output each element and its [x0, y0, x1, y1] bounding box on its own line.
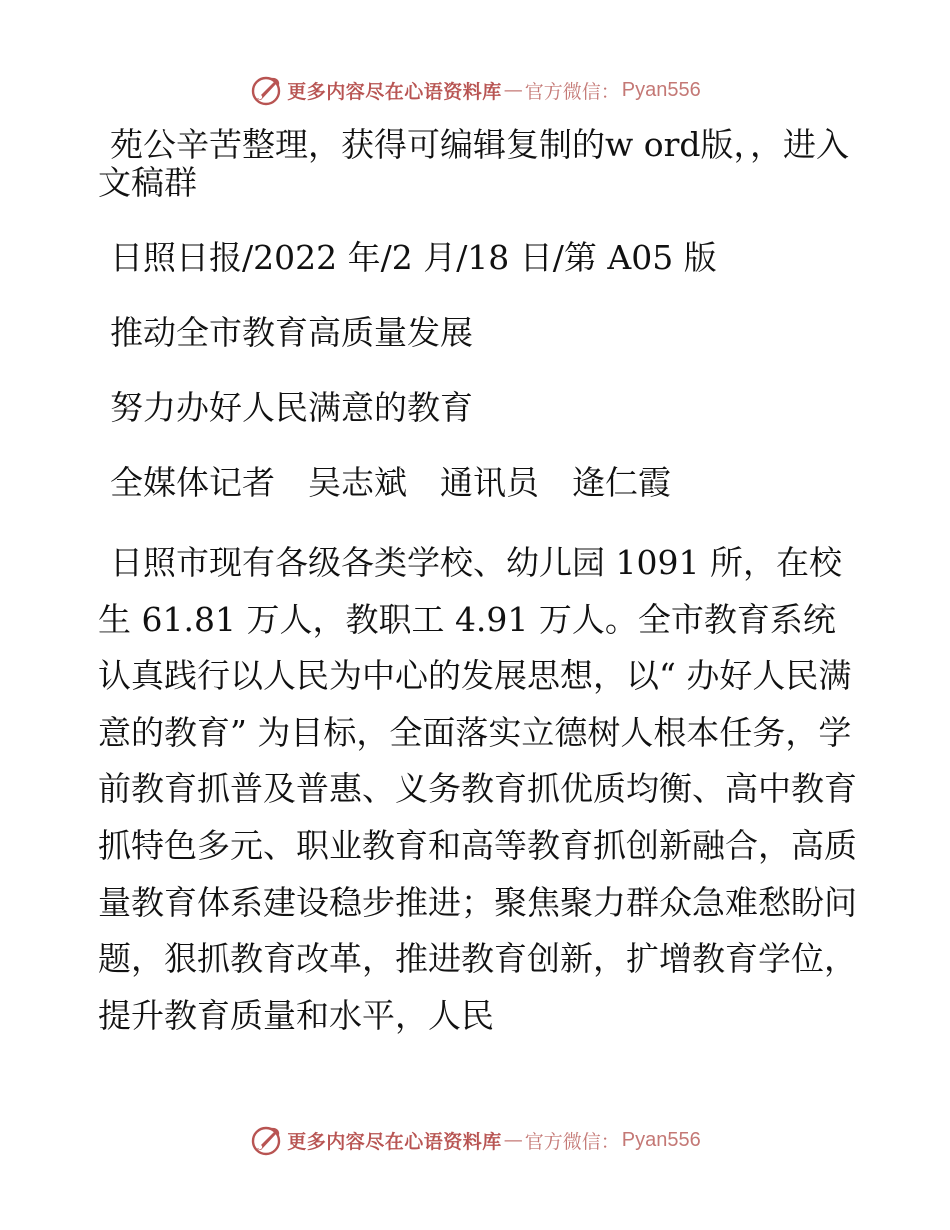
banner-text: 更多内容尽在心语资料库 [287, 1130, 502, 1153]
article-content [98, 126, 858, 1044]
source-line: 日照日报/2022 年/2 月/18 日/第 A05 版 [110, 238, 717, 277]
footer-banner [0, 1120, 950, 1160]
banner-wechat-id: Pyan556 [621, 1128, 701, 1151]
banner-dash: — [503, 79, 523, 101]
body-paragraph: 日照市现有各级各类学校、幼儿园 1091 所，在校生 61.81 万人，教职工 4.91 万人。全市教育系统认真践行以人民为中心的发展思想，以“ 办好人民满意的教育” 为目标，全面落实立德树人根本任务，学前教育抓普及普惠、义务教育抓优质均衡、高中教育抓特色多元、职业教育和高等教育抓创新融合，高质量教育体系建设稳步推进；聚焦聚力群众急难愁盼问题，狠抓教育改革，推进教育创新，扩增教育学位，提升教育质量和水平，人民 [98, 543, 857, 1035]
banner-wechat-id: Pyan556 [621, 78, 701, 101]
byline: 全媒体记者 吴志斌 通讯员 逄仁霞 [110, 463, 671, 502]
headline: 推动全市教育高质量发展 [110, 313, 473, 352]
intro-note: 苑公辛苦整理，获得可编辑复制的w ord版，，进入文稿群 [98, 125, 850, 202]
banner-dash: — [503, 1129, 523, 1151]
quill-logo-icon [249, 73, 283, 107]
banner-text: 更多内容尽在心语资料库 [287, 80, 502, 103]
header-banner [0, 70, 950, 110]
banner-label: 官方微信： [524, 80, 620, 103]
subheadline: 努力办好人民满意的教育 [110, 388, 473, 427]
quill-logo-icon [249, 1123, 283, 1157]
banner-label: 官方微信： [524, 1130, 620, 1153]
